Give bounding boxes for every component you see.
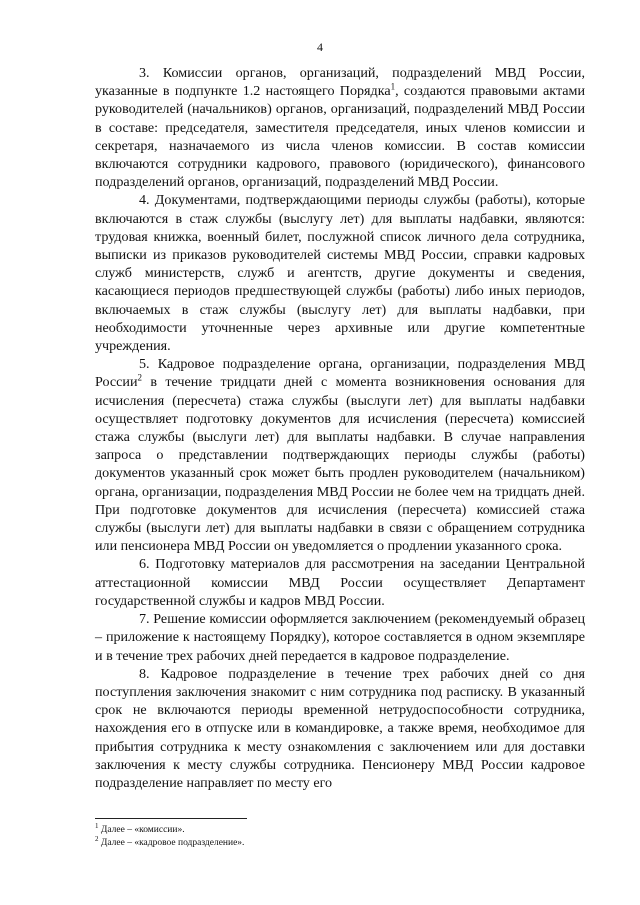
paragraph-4: 4. Документами, подтверждающими периоды службы (работы), которые включаются в стаж службы (выслугу лет) для выплаты надбавки, являются: трудовая книжка, военный билет, послужной список личного дела сотрудника, выписки из приказов руководителей системы МВД России, справки кадровых служб министерств, служб и агентств, другие документы и сведения, касающиеся периодов предшествующей службы (работы) либо иных периодов, включаемых в стаж службы (выслугу лет) для выплаты надбавки, при необходимости уточненные через архивные или другие компетентные учреждения. [95,192,585,355]
footnote-2-number: 2 [95,834,99,843]
footnote-ref-2: 2 [137,372,142,383]
paragraph-7: 7. Решение комиссии оформляется заключением (рекомендуемый образец – приложение к настоящему Порядку), которое составляется в одном экземпляре и в течение трех рабочих дней передается в кадровое подразделение. [95,611,585,664]
document-body [95,64,585,792]
paragraph-5-text-a: 5. Кадровое подразделение органа, организации, подразделения МВД России [95,356,585,391]
footnote-2 [95,834,585,850]
footnote-1-text: Далее – «комиссии». [100,825,185,835]
footnote-1 [95,821,585,837]
paragraph-8: 8. Кадровое подразделение в течение трех рабочих дней со дня поступления заключения знакомит с ним сотрудника под расписку. В указанный срок не включаются периоды временной нетрудоспособности сотрудника, нахождения его в отпуске или в командировке, а также время, необходимое для прибытия сотрудника к месту ознакомления с заключением или для доставки заключения к месту службы сотрудника. Пенсионеру МВД России кадровое подразделение направляет по месту его [95,665,585,791]
footnotes [95,821,585,850]
paragraph-5-text-b: в течение тридцати дней с момента возникновения основания для исчисления (пересчета) стажа службы (выслуги лет) для выплаты надбавки осуществляет подготовку документов для исчисления (пересчета) комиссией стажа службы (выслуги лет) для выплаты надбавки. В случае направления запроса о представлении подтверждающих периоды службы (работы) документов указанный срок может быть продлен руководителем (начальником) органа, организации, подразделения МВД России не более чем на тридцать дней. При подготовке документов для исчисления (пересчета) комиссией стажа службы (выслуги лет) для выплаты надбавки в связи с обращением сотрудника или пенсионера МВД России он уведомляется о продлении указанного срока. [95,374,585,555]
paragraph-3-text-a: 3. Комиссии органов, организаций, подразделений МВД России, указанные в подпункте 1.2 настоящего Порядка [95,65,585,100]
footnote-1-number: 1 [95,821,99,830]
paragraph-6: 6. Подготовку материалов для рассмотрения на заседании Центральной аттестационной комиссии МВД России осуществляет Департамент государственной службы и кадров МВД России. [95,556,585,609]
footnote-2-text: Далее – «кадровое подразделение». [100,838,245,848]
paragraph-5 [95,355,585,555]
page-number: 4 [317,40,323,54]
footnote-ref-1: 1 [390,81,396,92]
paragraph-3 [95,64,585,191]
footnote-divider [95,818,247,819]
paragraph-3-text-b: , создаются правовыми актами руководителей (начальников) органов, организаций, подразделений МВД России в составе: председателя, заместителя председателя, иных членов комиссии и секретаря, назначаемого из числа членов комиссии. В состав комиссии включаются сотрудники кадрового, правового (юридического), финансового подразделений органов, организаций, подразделений МВД России. [95,83,585,191]
